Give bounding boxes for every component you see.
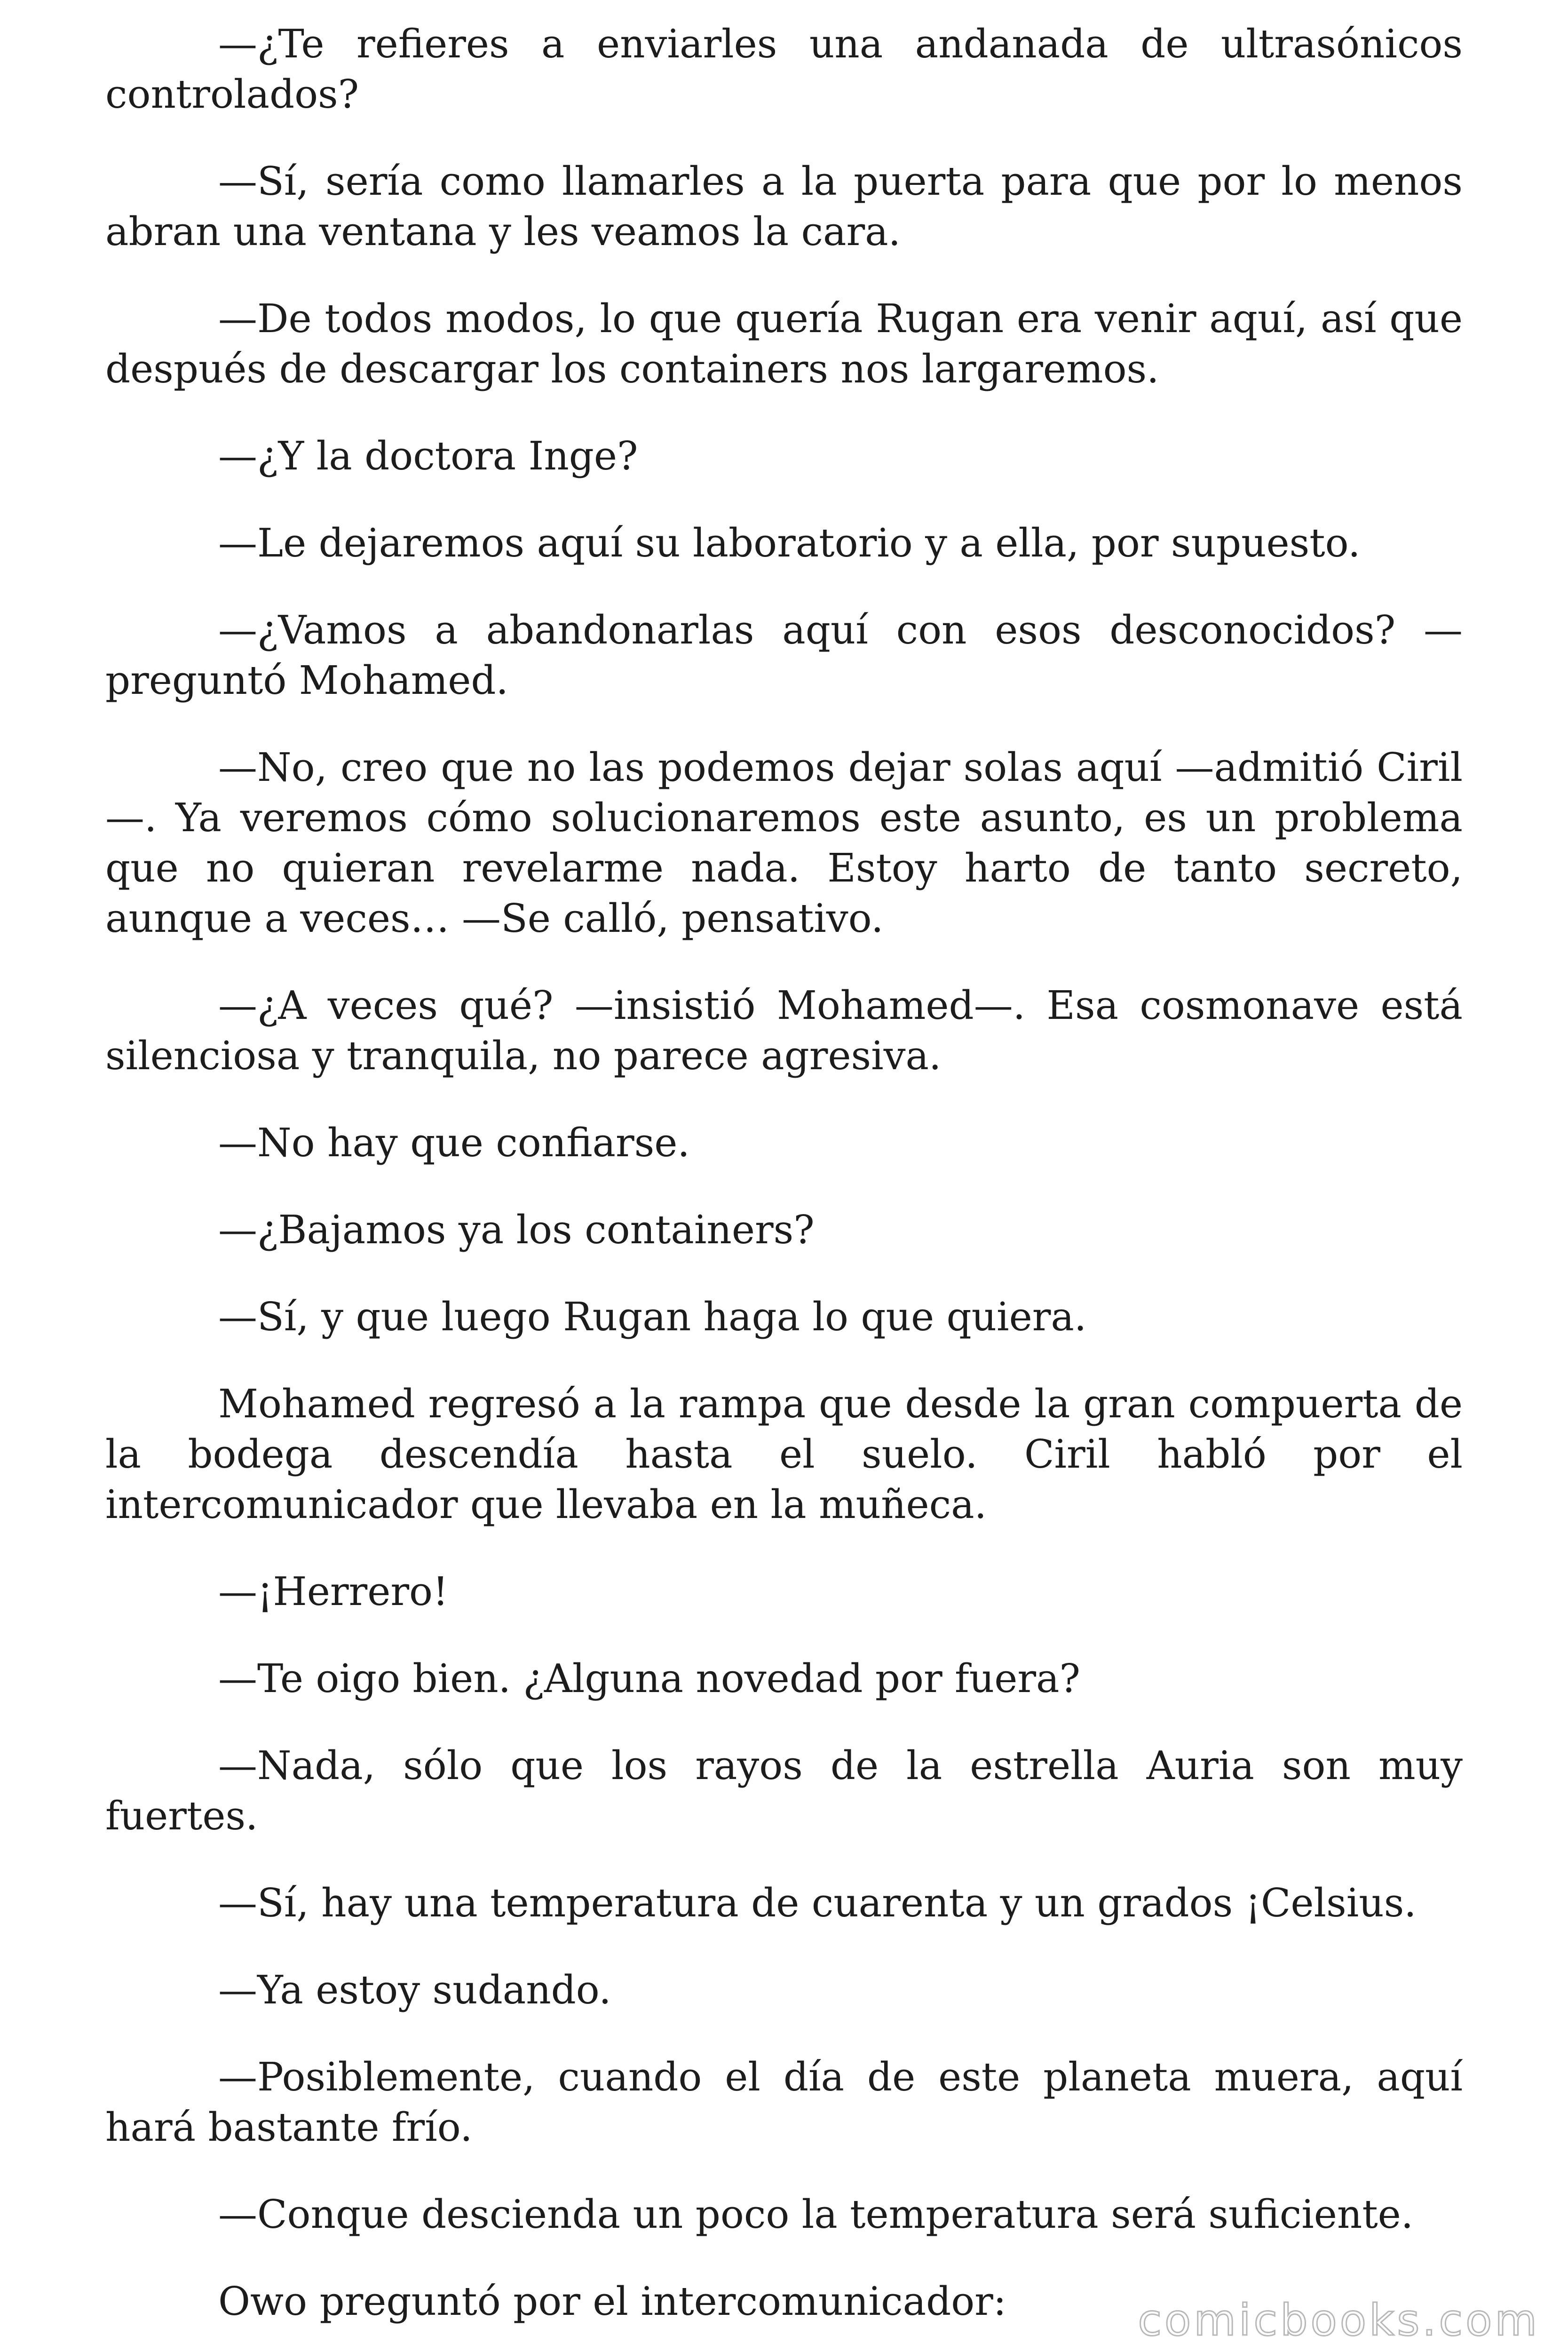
paragraph: —Te oigo bien. ¿Alguna novedad por fuera? [218, 1656, 1081, 1701]
paragraph: —¿Y la doctora Inge? [218, 433, 638, 479]
paragraph: Mohamed regresó a la rampa que desde la gran compuerta de la bodega descendía hasta el suelo. Ciril habló por el intercomunicador que llevaba en la muñeca. [105, 1381, 1463, 1527]
paragraph: —Nada, sólo que los rayos de la estrella Auria son muy fuertes. [105, 1743, 1463, 1839]
paragraph: —¡Herrero! [218, 1569, 449, 1614]
paragraph: —Ya estoy sudando. [218, 1967, 611, 2013]
paragraph: —No hay que confiarse. [218, 1120, 690, 1166]
paragraph: —Sí, y que luego Rugan haga lo que quiera. [218, 1294, 1087, 1340]
paragraph: —De todos modos, lo que quería Rugan era venir aquí, así que después de descargar los containers nos largaremos. [105, 296, 1463, 392]
paragraph: —Posiblemente, cuando el día de este planeta muera, aquí hará bastante frío. [105, 2054, 1463, 2150]
paragraph: —¿Te refieres a enviarles una andanada de ultrasónicos controlados? [105, 21, 1463, 117]
paragraph: —¿A veces qué? —insistió Mohamed—. Esa cosmonave está silenciosa y tranquila, no parece agresiva. [105, 983, 1463, 1079]
paragraph: —Sí, hay una temperatura de cuarenta y un grados ¡Celsius. [218, 1880, 1417, 1926]
paragraph: Owo preguntó por el intercomunicador: [218, 2279, 1006, 2324]
watermark: comicbooks.com [1138, 2295, 1540, 2345]
paragraph: —No, creo que no las podemos dejar solas aquí —admitió Ciril—. Ya veremos cómo solucionaremos este asunto, es un problema que no quieran revelarme nada. Estoy harto de tanto secreto, aunque a veces… —Se calló, pensativo. [105, 745, 1463, 941]
paragraph: —Sí, sería como llamarles a la puerta para que por lo menos abran una ventana y les veamos la cara. [105, 159, 1463, 254]
paragraph: —Conque descienda un poco la temperatura será suficiente. [218, 2192, 1414, 2237]
paragraph: —¿Vamos a abandonarlas aquí con esos desconocidos? —preguntó Mohamed. [105, 607, 1463, 703]
body-text [105, 19, 1463, 2352]
paragraph: —¿Bajamos ya los containers? [218, 1207, 815, 1253]
paragraph: —Le dejaremos aquí su laboratorio y a ella, por supuesto. [218, 520, 1361, 566]
